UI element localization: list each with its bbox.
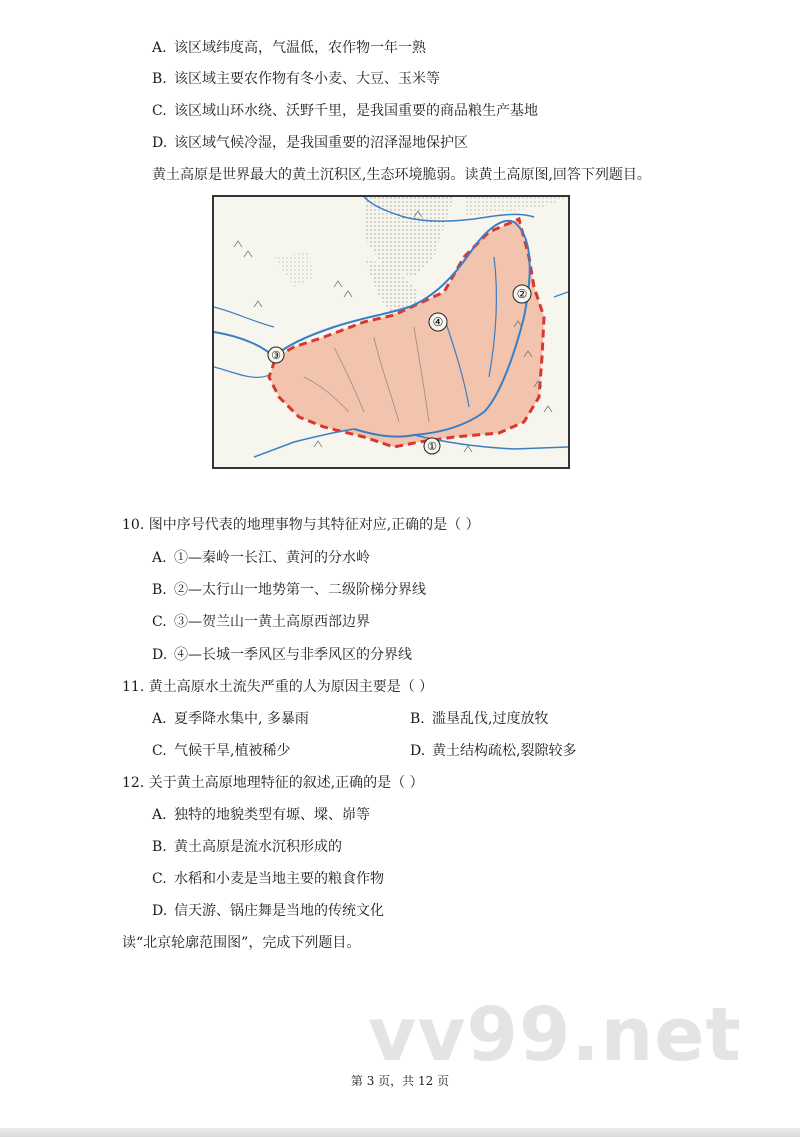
option-label: B. xyxy=(410,711,425,727)
option-text: 气候干旱,植被稀少 xyxy=(174,743,291,759)
q10-option-a xyxy=(152,549,370,567)
option-text: 独特的地貌类型有塬、墚、峁等 xyxy=(174,807,370,823)
option-label: B. xyxy=(152,839,167,855)
q10-option-b xyxy=(152,581,426,599)
question-number: 10. xyxy=(122,517,145,533)
prev-option-a xyxy=(152,39,426,57)
option-label: C. xyxy=(152,871,167,887)
q12-option-d xyxy=(152,902,384,920)
river xyxy=(254,429,354,457)
marker-label: ② xyxy=(516,287,528,301)
option-label: A. xyxy=(152,807,167,823)
q11-stem xyxy=(122,678,433,696)
option-text: ①—秦岭一长江、黄河的分水岭 xyxy=(174,550,370,566)
option-text: ④—长城一季风区与非季风区的分界线 xyxy=(174,647,412,663)
prev-option-b xyxy=(152,70,440,88)
option-text: 夏季降水集中, 多暴雨 xyxy=(174,711,309,727)
map-svg xyxy=(214,197,568,467)
q10-stem xyxy=(122,516,480,534)
marker-2 xyxy=(513,285,531,303)
q11-option-d xyxy=(410,742,576,760)
option-text: 水稻和小麦是当地主要的粮食作物 xyxy=(174,871,384,887)
option-text: 黄土高原是流水沉积形成的 xyxy=(174,839,342,855)
marker-3 xyxy=(268,347,284,363)
q12-option-a xyxy=(152,806,370,824)
option-text: 该区域纬度高，气温低，农作物一年一熟 xyxy=(174,40,426,56)
page-number: 第 3 页，共 12 页 xyxy=(350,1074,450,1088)
q12-stem xyxy=(122,774,424,792)
river xyxy=(214,307,274,327)
q12-option-c xyxy=(152,870,384,888)
question-text: 图中序号代表的地理事物与其特征对应,正确的是（ ） xyxy=(148,517,480,533)
option-text: ②—太行山一地势第一、二级阶梯分界线 xyxy=(174,582,426,598)
q10-option-d xyxy=(152,646,412,664)
option-label: C. xyxy=(152,614,167,630)
option-label: A. xyxy=(152,711,167,727)
question-text: 黄土高原水土流失严重的人为原因主要是（ ） xyxy=(148,679,434,695)
marker-1 xyxy=(424,438,440,454)
option-text: 滥垦乱伐,过度放牧 xyxy=(432,711,549,727)
option-text: 该区域山环水绕、沃野千里，是我国重要的商品粮生产基地 xyxy=(174,103,538,119)
page-bottom-edge xyxy=(0,1128,800,1137)
desert-area xyxy=(274,252,314,287)
loess-intro: 黄土高原是世界最大的黄土沉积区,生态环境脆弱。读黄土高原图,回答下列题目。 xyxy=(152,167,651,183)
loess-plateau-map xyxy=(212,195,570,469)
question-number: 12. xyxy=(122,775,145,791)
q10-option-c xyxy=(152,613,370,631)
option-label: C. xyxy=(152,103,167,119)
option-label: C. xyxy=(152,743,167,759)
option-label: B. xyxy=(152,71,167,87)
option-label: D. xyxy=(410,743,426,759)
prev-option-d xyxy=(152,134,468,152)
q11-option-c xyxy=(152,742,290,760)
marker-label: ③ xyxy=(271,349,281,362)
option-text: 信天游、锅庄舞是当地的传统文化 xyxy=(174,903,384,919)
option-label: D. xyxy=(152,135,168,151)
q12-option-b xyxy=(152,838,342,856)
question-number: 11. xyxy=(122,679,145,695)
river xyxy=(214,367,269,377)
q11-option-a xyxy=(152,710,309,728)
marker-label: ① xyxy=(427,440,437,453)
option-text: ③—贺兰山一黄土高原西部边界 xyxy=(174,614,370,630)
option-label: A. xyxy=(152,40,167,56)
question-text: 关于黄土高原地理特征的叙述,正确的是（ ） xyxy=(148,775,424,791)
prev-option-c xyxy=(152,102,538,120)
option-label: B. xyxy=(152,582,167,598)
marker-4 xyxy=(429,313,447,331)
option-text: 该区域气候冷湿，是我国重要的沼泽湿地保护区 xyxy=(174,135,468,151)
option-text: 该区域主要农作物有冬小麦、大豆、玉米等 xyxy=(174,71,440,87)
option-text: 黄土结构疏松,裂隙较多 xyxy=(432,743,577,759)
watermark: vv99.net xyxy=(368,992,742,1078)
q11-option-b xyxy=(410,710,548,728)
option-label: D. xyxy=(152,647,168,663)
option-label: A. xyxy=(152,550,167,566)
river xyxy=(554,292,568,297)
beijing-intro: 读“北京轮廓范围图”，完成下列题目。 xyxy=(122,935,361,951)
marker-label: ④ xyxy=(432,315,444,329)
option-label: D. xyxy=(152,903,168,919)
